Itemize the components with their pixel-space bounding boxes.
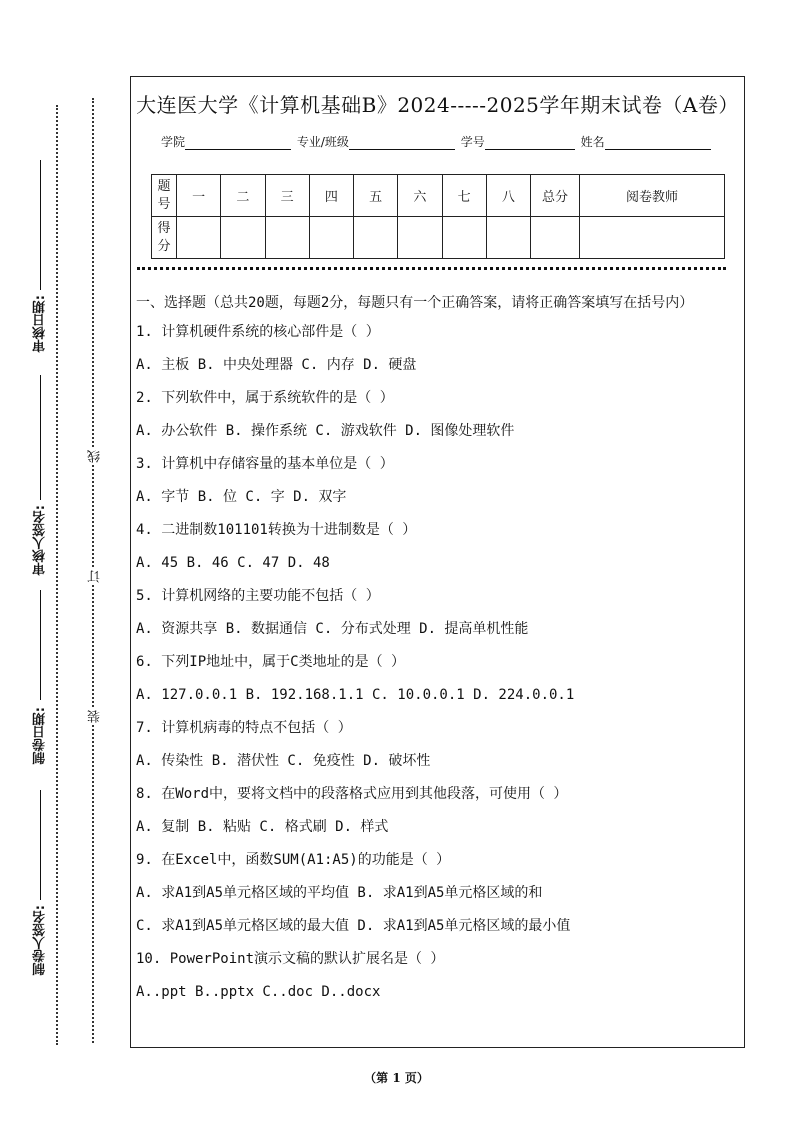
question-9: 9. 在Excel中，函数SUM(A1:A5)的功能是（ ） [136,852,451,868]
question-1-options: A. 主板 B. 中央处理器 C. 内存 D. 硬盘 [136,357,417,373]
col-1: 一 [177,175,221,217]
review-date-label [20,295,60,352]
question-9-options-cd: C. 求A1到A5单元格区域的最大值 D. 求A1到A5单元格区域的最小值 [136,918,571,934]
question-5-options: A. 资源共享 B. 数据通信 C. 分布式处理 D. 提高单机性能 [136,621,529,637]
exam-title: 大连医大学《计算机基础B》2024-----2025学年期末试卷（A卷） [136,93,739,117]
score-table-score-row [152,217,725,259]
score-cell-2[interactable] [221,217,265,259]
col-8: 八 [486,175,530,217]
review-date-line [40,160,41,290]
score-cell-7[interactable] [442,217,486,259]
col-grader: 阅卷教师 [580,175,725,217]
score-table [151,174,725,259]
question-9-options-ab: A. 求A1到A5单元格区域的平均值 B. 求A1到A5单元格区域的和 [136,885,543,901]
col-5: 五 [354,175,398,217]
question-4-options: A. 45 B. 46 C. 47 D. 48 [136,555,330,571]
score-cell-1[interactable] [177,217,221,259]
question-1: 1. 计算机硬件系统的核心部件是（ ） [136,324,380,340]
score-label: 得分 [152,217,177,259]
col-6: 六 [398,175,442,217]
score-cell-3[interactable] [265,217,309,259]
score-table-header-row [152,175,725,217]
question-number-label: 题号 [152,175,177,217]
binding-char-zhuang: 装 [88,710,103,723]
college-field[interactable] [185,137,291,150]
question-3: 3. 计算机中存储容量的基本单位是（ ） [136,456,394,472]
score-cell-5[interactable] [354,217,398,259]
question-2: 2. 下列软件中，属于系统软件的是（ ） [136,390,394,406]
binding-char-line: 线 [88,450,103,463]
college-label: 学院 [161,135,186,149]
question-5: 5. 计算机网络的主要功能不包括（ ） [136,588,380,604]
reviewer-sign-text: 审核人签名: [32,505,48,576]
student-id-label: 学号 [460,135,485,149]
major-label: 专业/班级 [296,135,349,149]
question-3-options: A. 字节 B. 位 C. 字 D. 双字 [136,489,347,505]
question-4: 4. 二进制数101101转换为十进制数是（ ） [136,522,417,538]
maker-sign-label [20,905,60,975]
outer-dotted-line [56,105,58,1045]
name-field[interactable] [605,137,711,150]
col-2: 二 [221,175,265,217]
make-date-text: 制卷日期: [32,707,48,765]
dotted-separator [137,267,726,270]
exam-frame [130,76,745,1048]
reviewer-sign-label [20,505,60,575]
student-id-field[interactable] [485,137,575,150]
score-cell-6[interactable] [398,217,442,259]
col-7: 七 [442,175,486,217]
score-cell-4[interactable] [309,217,353,259]
question-6-options: A. 127.0.0.1 B. 192.168.1.1 C. 10.0.0.1 D. 224.0.0.1 [136,687,575,703]
score-cell-8[interactable] [486,217,530,259]
col-total: 总分 [531,175,580,217]
maker-sign-line [40,790,41,900]
question-6: 6. 下列IP地址中，属于C类地址的是（ ） [136,654,406,670]
question-2-options: A. 办公软件 B. 操作系统 C. 游戏软件 D. 图像处理软件 [136,423,515,439]
make-date-line [40,590,41,700]
question-8-options: A. 复制 B. 粘贴 C. 格式刷 D. 样式 [136,819,389,835]
question-7: 7. 计算机病毒的特点不包括（ ） [136,720,352,736]
name-label: 姓名 [580,135,605,149]
section-title: 一、选择题（总共20题，每题2分，每题只有一个正确答案，请将正确答案填写在括号内） [136,295,694,311]
review-date-text: 审核日期: [32,295,48,353]
score-cell-grader[interactable] [580,217,725,259]
reviewer-sign-line [40,375,41,500]
question-8: 8. 在Word中，要将文档中的段落格式应用到其他段落，可使用（ ） [136,786,568,802]
col-3: 三 [265,175,309,217]
major-field[interactable] [349,137,455,150]
col-4: 四 [309,175,353,217]
question-7-options: A. 传染性 B. 潜伏性 C. 免疫性 D. 破坏性 [136,753,431,769]
maker-sign-text: 制卷人签名: [32,905,48,976]
student-info-row [161,133,713,150]
score-cell-total[interactable] [531,217,580,259]
make-date-label [20,707,60,764]
binding-char-ding: 订 [88,570,103,583]
question-10: 10. PowerPoint演示文稿的默认扩展名是（ ） [136,951,445,967]
question-10-options: A..ppt B..pptx C..doc D..docx [136,984,381,1000]
page-number: （第 1 页） [364,1071,429,1085]
questions-area [136,291,736,1016]
